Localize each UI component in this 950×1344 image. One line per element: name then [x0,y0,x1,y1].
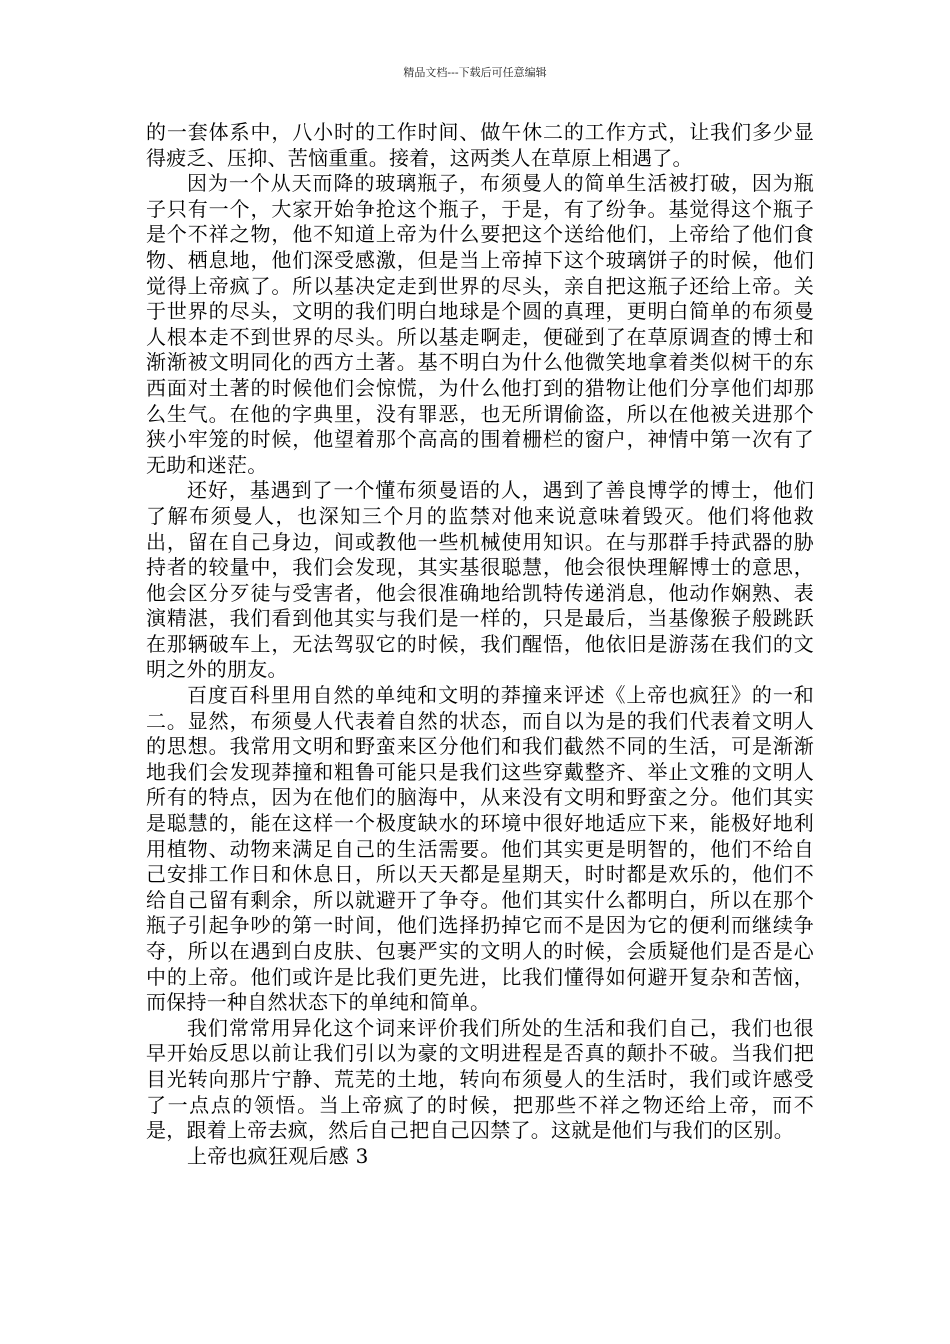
document-body [146,120,814,1169]
paragraph-rescue: 还好，基遇到了一个懂布须曼语的人，遇到了善良博学的博士，他们了解布须曼人，也深知三个月的监禁对他来说意味着毁灭。他们将他救出，留在自己身边，间或教他一些机械使用知识。在与那群手持武器的胁持者的较量中，我们会发现，其实基很聪慧，他会很快理解博士的意思，他会区分歹徒与受害者，他会很准确地给凯特传递消息，他动作娴熟、表演精湛，我们看到他其实与我们是一样的，只是最后，当基像猴子般跳跃在那辆破车上，无法驾驭它的时候，我们醒悟，他依旧是游荡在我们的文明之外的朋友。 [146,478,814,682]
paragraph-nature-civilization: 百度百科里用自然的单纯和文明的莽撞来评述《上帝也疯狂》的一和二。显然，布须曼人代表着自然的状态，而自以为是的我们代表着文明人的思想。我常用文明和野蛮来区分他们和我们截然不同的生活，可是渐渐地我们会发现莽撞和粗鲁可能只是我们这些穿戴整齐、举止文雅的文明人所有的特点，因为在他们的脑海中，从来没有文明和野蛮之分。他们其实是聪慧的，能在这样一个极度缺水的环境中很好地适应下来，能极好地利用植物、动物来满足自己的生活需要。他们其实更是明智的，他们不给自己安排工作日和休息日，所以天天都是星期天，时时都是欢乐的，他们不给自己留有剩余，所以就避开了争夺。他们其实什么都明白，所以在那个瓶子引起争吵的第一时间，他们选择扔掉它而不是因为它的便利而继续争夺，所以在遇到白皮肤、包裹严实的文明人的时候，会质疑他们是否是心中的上帝。他们或许是比我们更先进，比我们懂得如何避开复杂和苦恼，而保持一种自然状态下的单纯和简单。 [146,683,814,1015]
paragraph-glass-bottle: 因为一个从天而降的玻璃瓶子，布须曼人的简单生活被打破，因为瓶子只有一个，大家开始争抢这个瓶子，于是，有了纷争。基觉得这个瓶子是个不祥之物，他不知道上帝为什么要把这个送给他们，上帝给了他们食物、栖息地，他们深受感激，但是当上帝掉下这个玻璃饼子的时候，他们觉得上帝疯了。所以基决定走到世界的尽头，亲自把这瓶子还给上帝。关于世界的尽头，文明的我们明白地球是个圆的真理，更明白简单的布须曼人根本走不到世界的尽头。所以基走啊走，便碰到了在草原调查的博士和渐渐被文明同化的西方土著。基不明白为什么他微笑地拿着类似树干的东西面对土著的时候他们会惊慌，为什么他打到的猎物让他们分享他们却那么生气。在他的字典里，没有罪恶，也无所谓偷盗，所以在他被关进那个狭小牢笼的时候，他望着那个高高的围着栅栏的窗户，神情中第一次有了无助和迷茫。 [146,171,814,477]
section-title: 上帝也疯狂观后感 3 [187,1143,369,1168]
paragraph-continuation: 的一套体系中，八小时的工作时间、做午休二的工作方式，让我们多少显得疲乏、压抑、苦恼重重。接着，这两类人在草原上相遇了。 [146,120,814,170]
paragraph-reflection: 我们常常用异化这个词来评价我们所处的生活和我们自己，我们也很早开始反思以前让我们引以为豪的文明进程是否真的颠扑不破。当我们把目光转向那片宁静、荒芜的土地，转向布须曼人的生活时，我们或许感受了一点点的领悟。当上帝疯了的时候，把那些不祥之物还给上帝，而不是，跟着上帝去疯，然后自己把自己囚禁了。这就是他们与我们的区别。 [146,1015,814,1143]
page-header: 精品文档---下载后可任意编辑 [403,66,547,79]
